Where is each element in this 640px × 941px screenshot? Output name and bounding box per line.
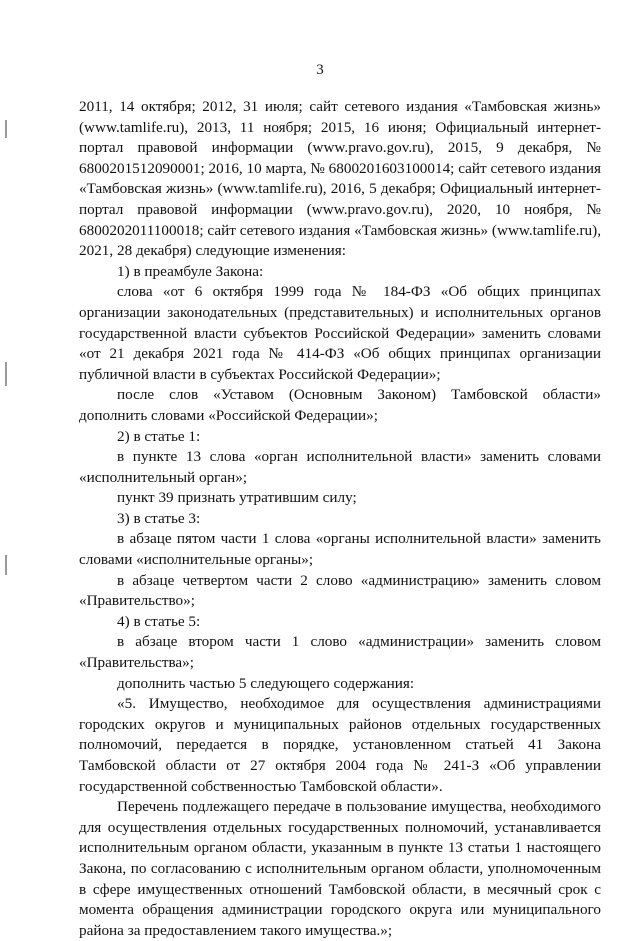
document-paragraph: в пункте 13 слова «орган исполнительной власти» заменить словами «исполнительный орган»; xyxy=(79,448,601,486)
document-paragraph: в абзаце пятом части 1 слова «органы исполнительной власти» заменить словами «исполнительные органы»; xyxy=(79,530,601,569)
document-paragraph: 1) в преамбуле Закона: xyxy=(117,262,264,280)
document-paragraph: 4) в статье 5: xyxy=(117,612,201,630)
document-body xyxy=(79,97,601,941)
document-paragraph: 2011, 14 октября; 2012, 31 июля; сайт сетевого издания «Тамбовская жизнь» (www.tamlife.ru), 2013, 11 ноября; 2015, 16 июня; Официальный интернет-портал правовой информации (www.pravo.gov.ru), 2015, 9 декабря, № 6800201512090001; 2016, 10 марта, № 6800201603100014; сайт сетевого издания «Тамбовская жизнь» (www.tamlife.ru), 2016, 5 декабря; Официальный интернет-портал правовой информации (www.pravo.gov.ru), 2020, 10 ноября, № 6800202011100018; сайт сетевого издания «Тамбовская жизнь» (www.tamlife.ru), 2021, 28 декабря) следующие изменения: xyxy=(79,98,601,260)
page-number: 3 xyxy=(316,62,324,78)
scan-edge-mark xyxy=(5,555,7,575)
document-paragraph: 3) в статье 3: xyxy=(117,509,201,527)
document-paragraph: 2) в статье 1: xyxy=(117,427,201,445)
document-paragraph: «5. Имущество, необходимое для осуществления администрациями городских округов и муниципальных районов отдельных государственных полномочий, передается в порядке, установленном статьей 41 Закона Тамбовской области от 27 октября 2004 года № 241-З «Об управлении государственной собственностью Тамбовской области». xyxy=(79,695,601,795)
document-paragraph: пункт 39 признать утратившим силу; xyxy=(117,489,357,507)
document-paragraph: Перечень подлежащего передаче в пользование имущества, необходимого для осуществления отдельных государственных полномочий, устанавливается исполнительным органом области, указанным в пункте 13 статьи 1 настоящего Закона, по согласованию с исполнительным органом области, уполномоченным в сфере имущественных отношений Тамбовской области, в месячный срок с момента обращения администрации городского округа или муниципального района за предоставлением такого имущества.»; xyxy=(79,798,601,939)
scan-edge-mark xyxy=(5,362,7,386)
document-paragraph: дополнить частью 5 следующего содержания: xyxy=(117,674,415,692)
document-paragraph: после слов «Уставом (Основным Законом) Тамбовской области» дополнить словами «Российской Федерации»; xyxy=(79,386,601,424)
document-paragraph: в абзаце четвертом части 2 слово «администрацию» заменить словом «Правительство»; xyxy=(79,571,601,610)
scan-edge-mark xyxy=(5,120,7,138)
document-paragraph: в абзаце втором части 1 слово «администрации» заменить словом «Правительства»; xyxy=(79,633,601,672)
document-paragraph: слова «от 6 октября 1999 года № 184-ФЗ «Об общих принципах организации законодательных (представительных) и исполнительных органов государственной власти субъектов Российской Федерации» заменить словами «от 21 декабря 2021 года № 414-ФЗ «Об общих принципах организации публичной власти в субъектах Российской Федерации»; xyxy=(79,283,601,383)
